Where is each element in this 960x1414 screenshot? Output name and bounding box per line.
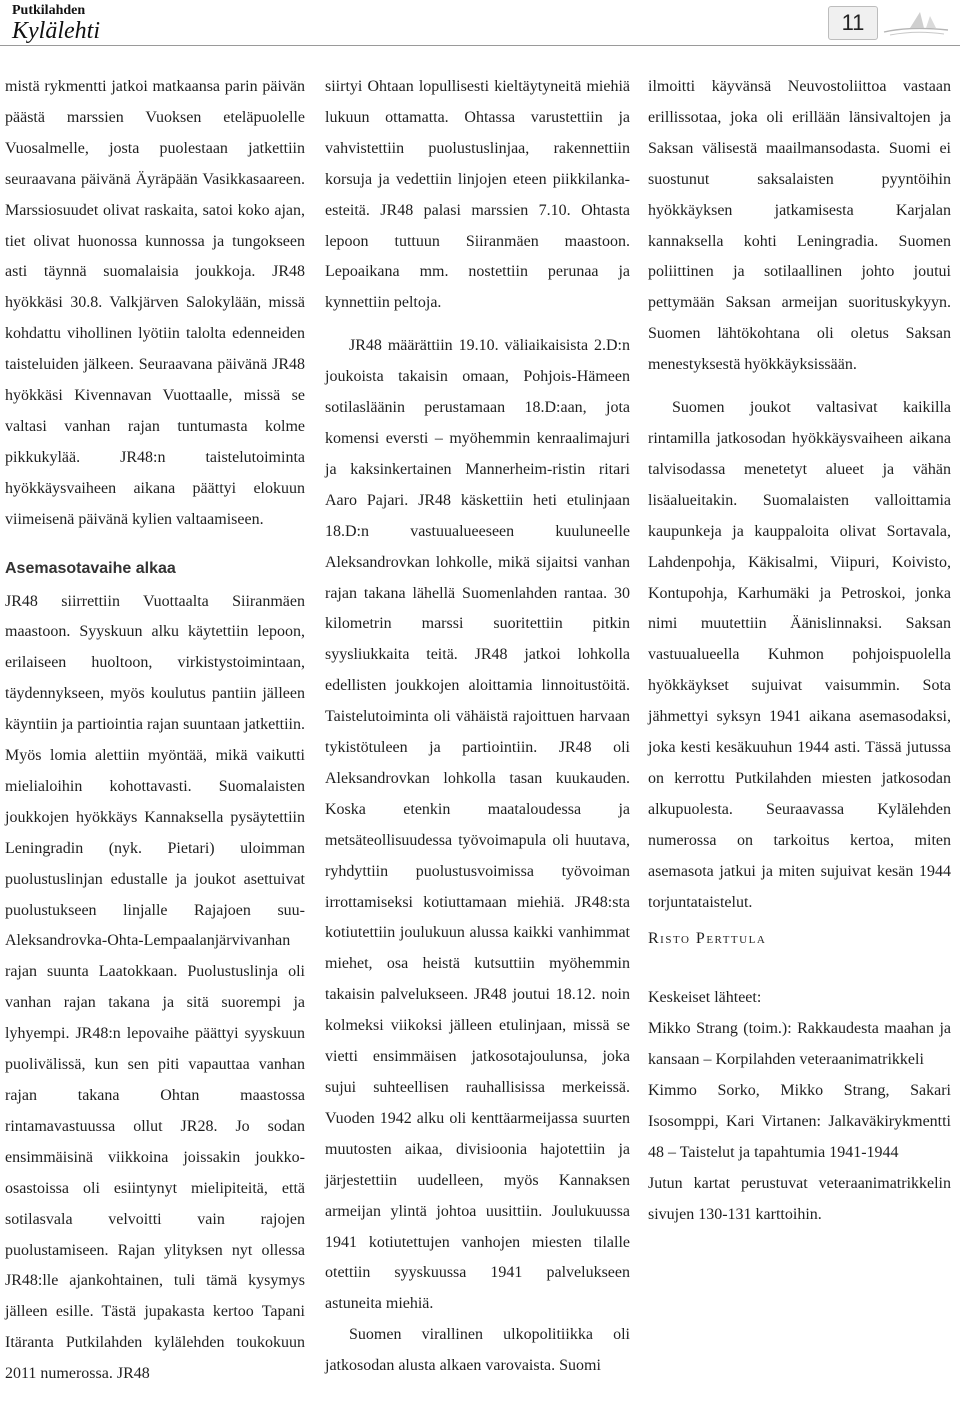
paragraph: ilmoitti käyvänsä Neuvostoliittoa vastaan erillissotaa, joka oli erillään länsivaltojen ja Saksan välisestä maailmansodasta. Suomi ei suostunut saksalaisten pyyntöihin hyökkäyksen jatkamisesta Karjalan kannaksella kohti Leningradia. Suomen poliittinen ja sotilaallinen johto joutui pettymään Saksan armeijan suorituskykyyn. Suomen lähtökohtana oli oletus Saksan menestyksestä hyökkäyksissään. [648, 78, 951, 374]
paragraph: mistä rykmentti jatkoi matkaansa parin päivän päästä marssien Vuoksen eteläpuolelle Vuosalmelle, josta puolestaan jatkettiin seuraavana päivänä Äyräpään Vasikkasaareen. Marssiosuudet olivat raskaita, satoi koko ajan, tiet olivat huonossa kunnossa ja tungokseen asti täynnä suomalaisia joukkoja. JR48 hyökkäsi 30.8. Valkjärven Salokylään, missä kohdattu vihollinen lyötiin talolta edenneiden taisteluiden jälkeen. Seuraavana päivänä JR48 hyökkäsi Kivennavan Vuottaalle, missä se valtasi vanhan rajan tuntumasta kolme pikkukylää. JR48:n taistelutoiminta hyökkäysvaiheen aikana päättyi elokuun viimeisenä päivänä kylien valtaamiseen. [5, 78, 305, 528]
section-heading: Asemasotavaihe alkaa [5, 559, 176, 577]
page-number: 11 [828, 6, 878, 40]
sailboat-logo-icon [880, 8, 952, 38]
paragraph: Suomen joukot valtasivat kaikilla rintamilla jatkosodan hyökkäysvaiheen aikana talvisodassa menetetyt alueet ja vähän lisäalueitakin. Suomalaisten valloittamia kaupunkeja ja kauppaloita olivat Sortavala, Lahdenpohja, Käkisalmi, Viipuri, Koivisto, Kontupohja, Karhumäki ja Petroskoi, jonka nimi muutettiin Äänislinnaksi. Saksan vastuualueella Kuhmon pohjoispuolella hyökkäykset sujuivat vaisummin. Sota jähmettyi syksyn 1941 aikana asemasodaksi, joka kesti kesäkuuhun 1944 asti. Tässä jutussa on kerrottu Putkilahden miesten jatkosodan alkupuolesta. Seuraavassa Kylälehden numerossa on tarkoitus kertoa, miten asemasota jatkui ja miten sujuivat kesän 1944 torjuntataistelut. [648, 399, 951, 911]
article-column-1 [5, 72, 305, 1390]
paragraph: JR48 siirrettiin Vuottaalta Siiranmäen maastoon. Syyskuun alku käytettiin lepoon, erilaiseen huoltoon, virkistystoimintaan, täydennykseen, myös koulutus pantiin jälleen käyntiin ja partiointia rajan suuntaan jatkettiin. Myös lomia alettiin myöntää, mikä vaikutti mielialoihin kohottavasti. Suomalaisten joukkojen hyökkäys Kannaksella pysäytettiin Leningradin (nyk. Pietari) uloimman puolustuslinjan edustalle ja joukot asettuivat puolustukseen linjalle Rajajoen suu-Aleksandrovka-Ohta-Lempaalanjärvivanhan rajan suunta Laatokkaan. Puolustuslinja oli vanhan rajan takana ja sitä suorempi ja lyhyempi. JR48:n lepovaihe päättyi syyskuun puolivälissä, kun sen piti vapauttaa vanhan rajan takana Ohtan maastossa rintamavastuussa ollut JR28. Jo sodan ensimmäisinä viikkoina joissakin joukko-osastoissa oli esiintynyt mielipiteitä, että sotilasvala velvoitti vain rajojen puolustamiseen. Rajan ylityksen nyt ollessa JR48:lle ajankohtainen, tuli tämä kysymys jälleen esille. Tästä jupakasta kertoo Tapani Itäranta Putkilahden kylälehden toukokuun 2011 numerossa. JR48 [5, 592, 305, 1383]
publication-name-top: Putkilahden [12, 3, 86, 18]
paragraph: siirtyi Ohtaan lopullisesti kieltäytyneitä miehiä lukuun ottamatta. Ohtassa varustettiin ja vahvistettiin puolustuslinjaa, rakennettiin korsuja ja vedettiin linjojen eteen piikkilanka-esteitä. JR48 palasi marssien 7.10. Ohtasta lepoon tuttuun Siiranmäen maastoon. Lepoaikana mm. nostettiin perunaa ja kynnettiin peltoja. [325, 78, 630, 312]
header-rule [0, 45, 960, 46]
sources-heading: Keskeiset lähteet: [648, 989, 762, 1007]
masthead [12, 3, 212, 47]
source-item: Jutun kartat perustuvat veteraanimatrikkelin sivujen 130-131 karttoihin. [648, 1174, 951, 1223]
author-signature: Risto Perttula [648, 930, 767, 948]
paragraph: Suomen virallinen ulkopolitiikka oli jatkosodan alusta alkaen varovaista. Suomi [325, 1326, 630, 1375]
source-item: Mikko Strang (toim.): Rakkaudesta maahan ja kansaan – Korpilahden veteraanimatrikkeli [648, 1020, 951, 1069]
publication-name-main: Kylälehti [12, 18, 100, 44]
article-column-3 [648, 72, 951, 1231]
article-column-2 [325, 72, 630, 1382]
paragraph: JR48 määrättiin 19.10. väliaikaisista 2.D:n joukoista takaisin omaan, Pohjois-Hämeen sotilasläänin perustamaan 18.D:aan, jota komensi eversti – myöhemmin kenraalimajuri ja kaksinkertainen Mannerheim-ristin ritari Aaro Pajari. JR48 käskettiin heti etulinjaan 18.D:n vastuualueeseen kuuluneelle Aleksandrovkan lohkolle, mikä sijaitsi vanhan rajan takana lähellä Suomenlahden rantaa. 30 kilometrin marssi suoritettiin pitkin syysliukkaita teitä. JR48 jatkoi lohkolla edellisten joukkojen aloittamia linnoitustöitä. Taistelutoiminta oli vähäistä rajoittuen harvaan tykistötuleen ja partiointiin. JR48 oli Aleksandrovkan lohkolla tasan kuukauden. Koska etenkin maataloudessa ja metsäteollisuudessa työvoimapula oli huutava, ryhdyttiin puolustusvoimissa työvoiman irrottamiseksi kotiuttamaan miehiä. JR48:sta kotiutettiin joulukuun alussa kaikki vanhimmat miehet, osa heistä kutsuttiin myöhemmin takaisin palvelukseen. JR48 joutui 18.12. noin kolmeksi viikoksi jälleen etulinjaan, missä se vietti ensimmäisen jatkosotajoulunsa, joka sujui suhteellisen rauhallisissa merkeissä. Vuoden 1942 alku oli kenttäarmeijassa suurten muutosten aikaa, divisioonia hajotettiin ja järjestettiin uudelleen, myös Kannaksen armeijan ylintä johtoa uusittiin. Joulukuussa 1941 kotiutettujen vanhojen miesten tilalle otettiin syyskuussa 1941 palvelukseen astuneita miehiä. [325, 337, 630, 1313]
source-item: Kimmo Sorko, Mikko Strang, Sakari Isosomppi, Kari Virtanen: Jalkaväkirykmentti 48 – Taistelut ja tapahtumia 1941-1944 [648, 1082, 951, 1161]
